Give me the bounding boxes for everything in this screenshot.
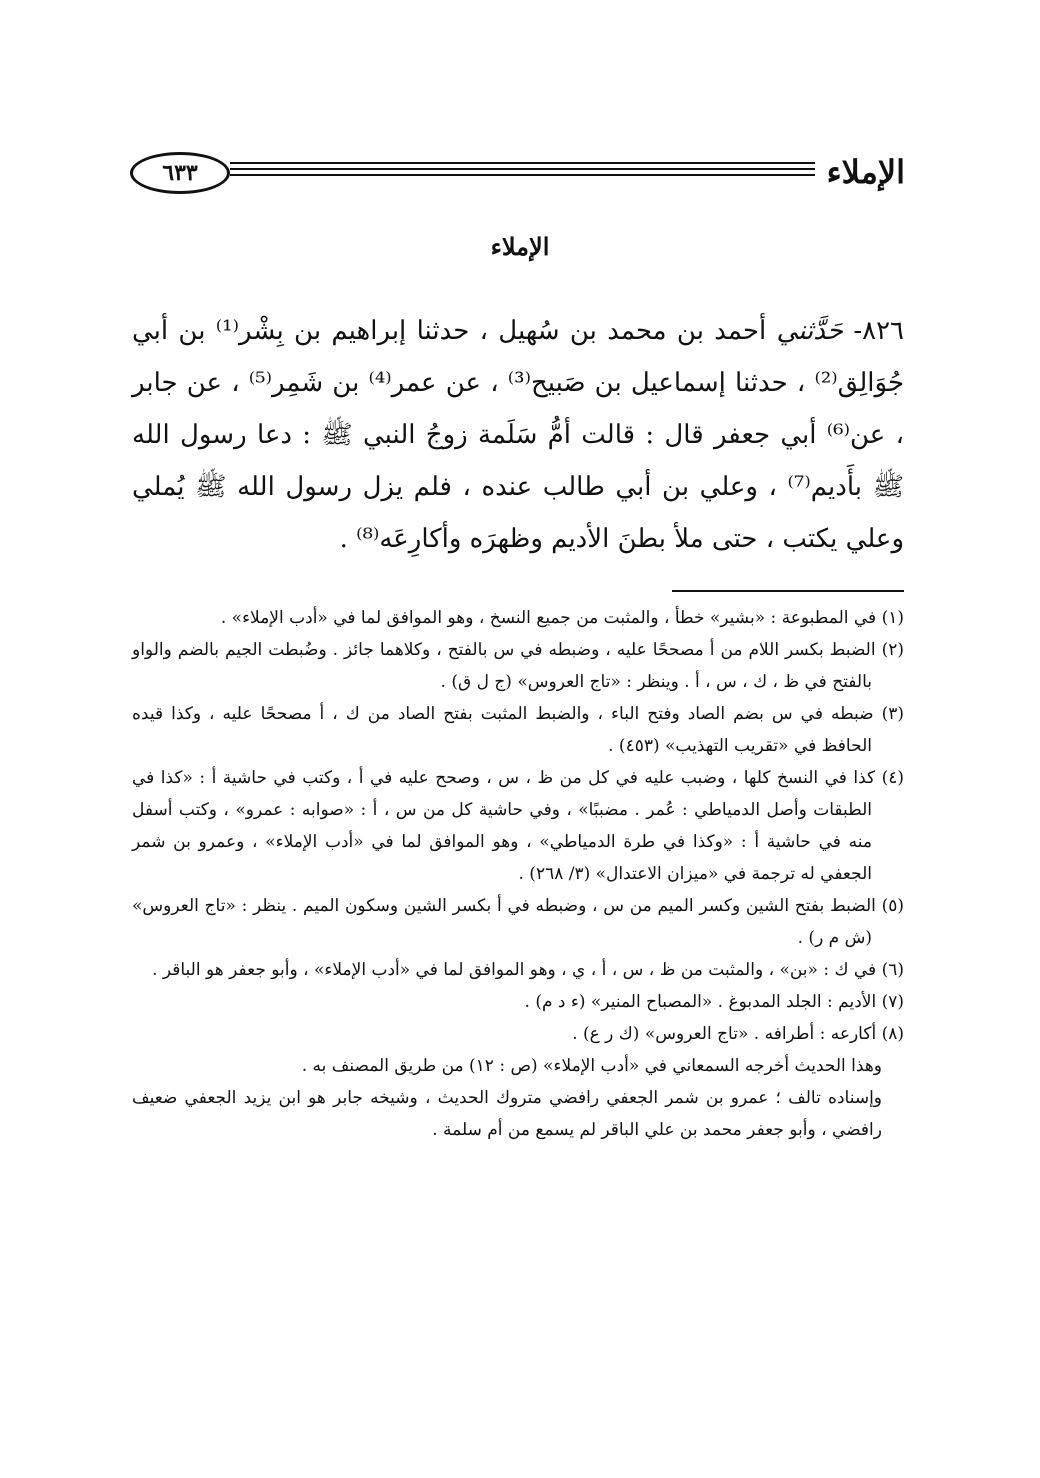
hadith-text — [132, 305, 904, 565]
page-header — [130, 150, 905, 200]
hadith-number: ٨٢٦- — [853, 316, 905, 346]
section-heading: الإملاء — [490, 232, 550, 261]
footnote: (٧) الأديم : الجلد المدبوغ . «المصباح المنير» (ء د م) . — [524, 992, 904, 1012]
footnote: (٥) الضبط بفتح الشين وكسر الميم من س ، وضبطه في أ بكسر الشين وسكون الميم . ينظر : «تاج العروس» (ش م ر) . — [132, 896, 904, 948]
footnote-divider — [672, 590, 904, 592]
footnote: (٣) ضبطه في س بضم الصاد وفتح الباء ، والضبط المثبت بفتح الصاد من ك ، أ مصححًا عليه ، وكذا قيده الحافظ في «تقريب التهذيب» (٤٥٣) . — [132, 704, 905, 756]
hadith-body: أحمد بن محمد بن سُهيل ، حدثنا إبراهيم بن بِشْر⁽¹⁾ بن أبي جُوَالِق⁽²⁾ ، حدثنا إسماعيل بن صَبيح⁽³⁾ ، عن عمر⁽⁴⁾ بن شَمِر⁽⁵⁾ ، عن جابر ، عن⁽⁶⁾ أبي جعفر قال : قالت أمُّ سَلَمة زوجُ النبي ﷺ : دعا رسول الله ﷺ بأَديم⁽⁷⁾ ، وعلي بن أبي طالب عنده ، فلم يزل رسول الله ﷺ يُملي وعلي يكتب ، حتى ملأ بطنَ الأديم وظهرَه وأكارِعَه⁽⁸⁾ . — [132, 316, 905, 554]
footnote: (٢) الضبط بكسر اللام من أ مصححًا عليه ، وضبطه في س بالفتح ، وكلاهما جائز . وضُبطت الجيم بالضم والواو بالفتح في ظ ، ك ، س ، أ . وينظر : «تاج العروس» (ج ل ق) . — [132, 640, 904, 692]
footnote: (٨) أكارعه : أطرافه . «تاج العروس» (ك ر ع) . — [572, 1024, 904, 1044]
narration-verb: حَدَّثني — [776, 316, 844, 346]
footnote: (٤) كذا في النسخ كلها ، وضبب عليه في كل من ظ ، س ، وصحح عليه في أ ، وكتب في حاشية أ : «كذا في الطبقات وأصل الدمياطي : عُمر . مضببًا» ، وفي حاشية كل من س ، أ : «صوابه : عمرو» ، وكتب أسفل منه في حاشية أ : «وكذا في طرة الدمياطي» ، وهو الموافق لما في «أدب الإملاء» ، وعمرو بن شمر الجعفي له ترجمة في «ميزان الاعتدال» (٣/ ٢٦٨) . — [132, 768, 904, 884]
editor-note: وهذا الحديث أخرجه السمعاني في «أدب الإملاء» (ص : ١٢) من طريق المصنف به . — [301, 1056, 882, 1076]
editor-note: وإسناده تالف ؛ عمرو بن شمر الجعفي رافضي متروك الحديث ، وشيخه جابر هو ابن يزيد الجعفي ضعيف رافضي ، وأبو جعفر محمد بن علي الباقر لم يسمع من أم سلمة . — [132, 1088, 882, 1140]
running-title: الإملاء — [826, 153, 905, 191]
header-rule — [230, 162, 815, 180]
footnote: (٦) في ك : «بن» ، والمثبت من ظ ، س ، أ ، ي ، وهو الموافق لما في «أدب الإملاء» ، وأبو جعفر هو الباقر . — [152, 960, 904, 980]
footnotes — [132, 602, 904, 1146]
page-number: ٦٣٣ — [130, 152, 230, 194]
footnote: (١) في المطبوعة : «بشير» خطأ ، والمثبت من جميع النسخ ، وهو الموافق لما في «أدب الإملاء» . — [220, 608, 904, 628]
